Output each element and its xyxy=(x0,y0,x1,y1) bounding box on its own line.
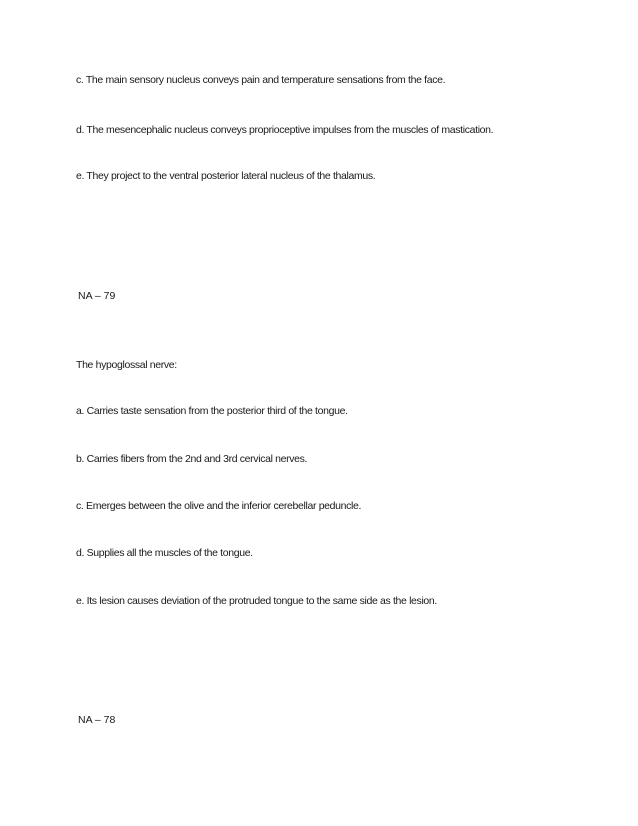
option-c: c. Emerges between the olive and the inferior cerebellar peduncle. xyxy=(76,500,362,512)
prev-option-e: e. They project to the ventral posterior lateral nucleus of the thalamus. xyxy=(76,170,376,182)
question-number-79: NA – 79 xyxy=(78,290,116,302)
option-a: a. Carries taste sensation from the posterior third of the tongue. xyxy=(76,405,348,417)
option-e: e. Its lesion causes deviation of the protruded tongue to the same side as the lesion. xyxy=(76,595,437,607)
question-stem: The hypoglossal nerve: xyxy=(76,359,177,371)
option-d: d. Supplies all the muscles of the tongue. xyxy=(76,547,253,559)
prev-option-c: c. The main sensory nucleus conveys pain and temperature sensations from the face. xyxy=(76,74,446,86)
option-b: b. Carries fibers from the 2nd and 3rd cervical nerves. xyxy=(76,453,308,465)
question-number-78: NA – 78 xyxy=(78,714,116,726)
prev-option-d: d. The mesencephalic nucleus conveys proprioceptive impulses from the muscles of mastication. xyxy=(76,124,494,136)
